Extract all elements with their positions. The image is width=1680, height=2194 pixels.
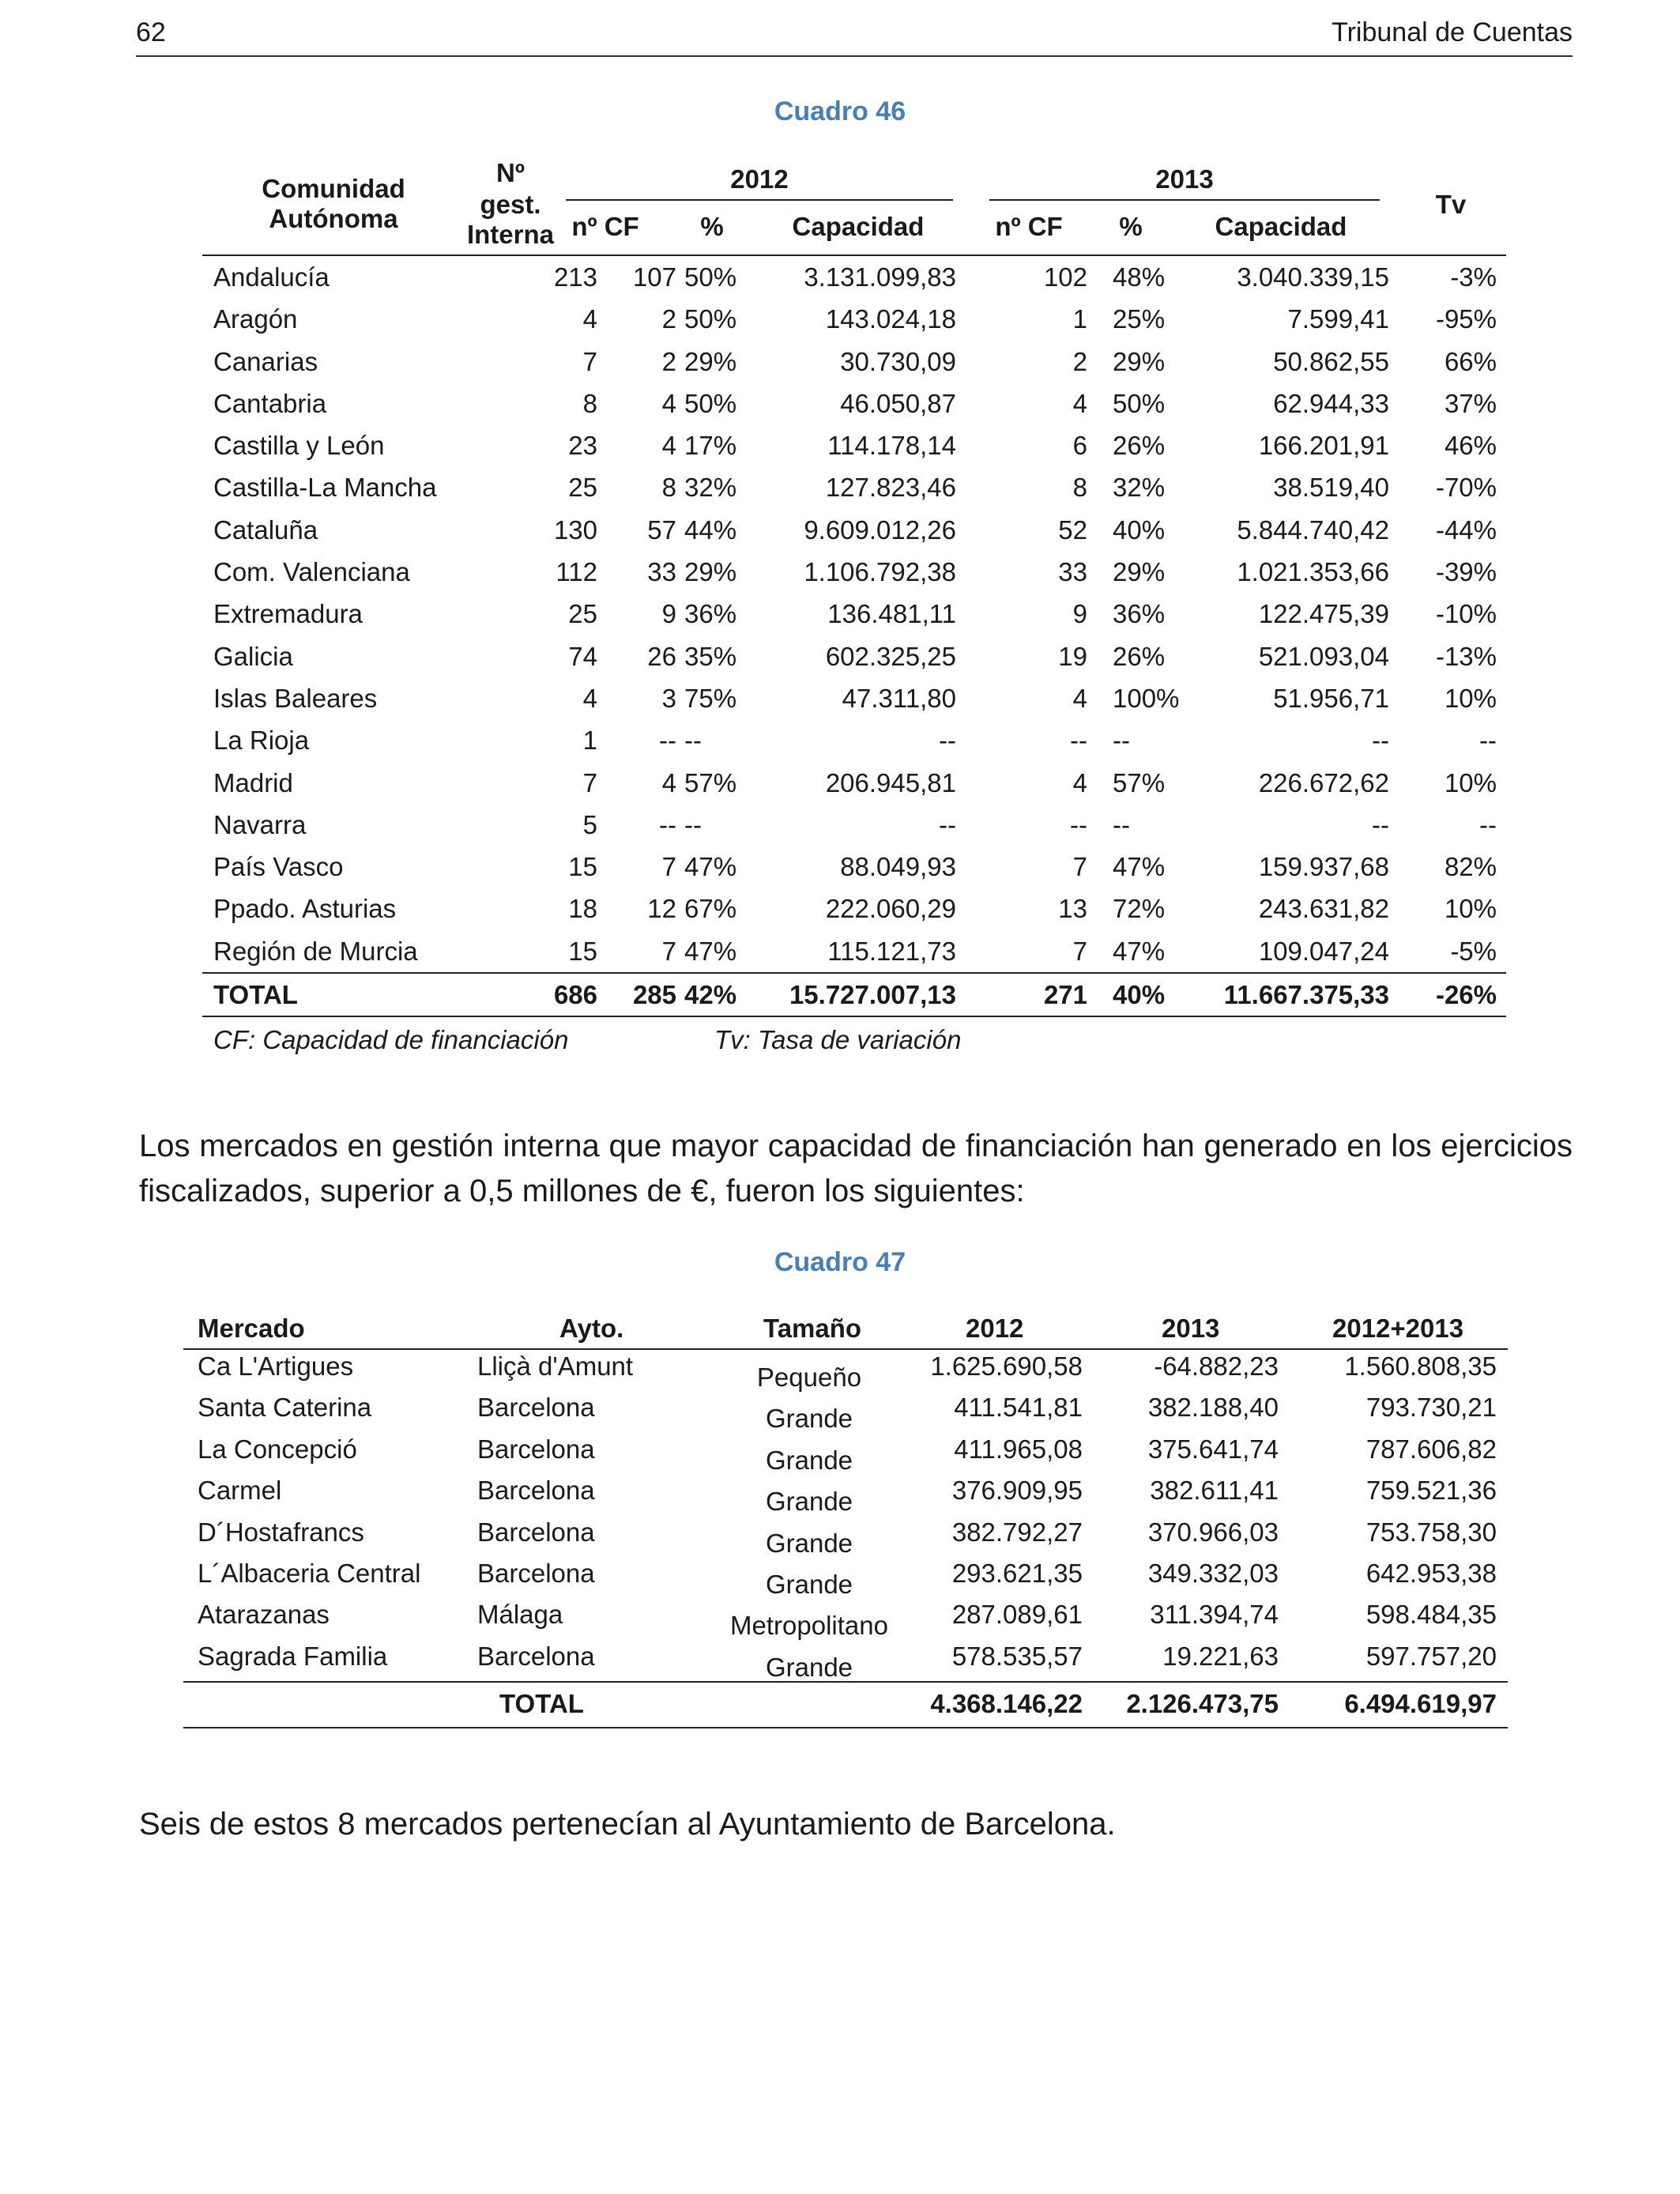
cell-capacidad-2012: 9.609.012,26 xyxy=(804,515,956,545)
header-ncf-2013: nº CF xyxy=(995,212,1063,241)
cell-ncf-2012: 57 xyxy=(647,515,676,545)
table46-caption: Cuadro 46 xyxy=(774,96,906,126)
header-capacidad-2013: Capacidad xyxy=(1215,212,1347,241)
cell-mercado: La Concepció xyxy=(198,1434,357,1464)
table-row xyxy=(202,677,1506,719)
cell-ncf-2012: 4 xyxy=(661,767,676,797)
cell-pct-2013: 72% xyxy=(1113,894,1166,924)
cell-pct-2012: 47% xyxy=(684,936,737,966)
cell-pct-2013: -- xyxy=(1113,726,1130,756)
cell-2012-2013: 759.521,36 xyxy=(1365,1476,1497,1506)
cell-capacidad-2012: 46.050,87 xyxy=(840,388,956,418)
cell-ncf-2012: 7 xyxy=(661,852,676,882)
cell-capacidad-2013: 109.047,24 xyxy=(1258,936,1389,966)
cell-capacidad-2012: 143.024,18 xyxy=(825,304,956,334)
cell-capacidad-2013: 226.672,62 xyxy=(1258,767,1389,797)
cell-mercado: Ca L'Artigues xyxy=(198,1351,354,1381)
header-ngest-2: gest. xyxy=(480,190,541,219)
cell-pct-2013: 32% xyxy=(1113,473,1166,503)
cell-capacidad-2013: 122.475,39 xyxy=(1258,599,1389,629)
cell-pct-2013: 29% xyxy=(1113,557,1166,587)
table-row xyxy=(183,1598,1508,1639)
cell-ncf-2013: 102 xyxy=(1043,262,1087,292)
cell-pct-2012: 67% xyxy=(684,894,737,924)
cell-ncf-2013: 4 xyxy=(1072,683,1087,713)
cell-capacidad-2013: 62.944,33 xyxy=(1273,388,1389,418)
cell-capacidad-2013: 159.937,68 xyxy=(1258,852,1389,882)
cell-ncf-2012: -- xyxy=(659,726,676,756)
cell-ayto: Barcelona xyxy=(477,1434,595,1464)
cell-mercado: Sagrada Familia xyxy=(198,1641,388,1671)
cell-ncf-2013: 4 xyxy=(1072,388,1087,418)
cell-tv: -- xyxy=(1479,809,1497,839)
cell-tv: 10% xyxy=(1444,767,1497,797)
cell-2013: 370.966,03 xyxy=(1147,1517,1279,1547)
cell-pct-2012: 35% xyxy=(684,641,737,671)
cell-ncf-2013: -- xyxy=(1070,726,1087,756)
cell-2012: 382.792,27 xyxy=(951,1517,1083,1547)
table-row xyxy=(202,804,1506,846)
page-number: 62 xyxy=(136,17,166,47)
cell-tamano: Metropolitano xyxy=(730,1611,888,1641)
table-row xyxy=(202,424,1506,466)
cell-tamano: Grande xyxy=(765,1445,853,1475)
table-row xyxy=(202,635,1506,677)
header-2012-2013: 2012+2013 xyxy=(1332,1314,1464,1343)
cell-tamano: Grande xyxy=(765,1404,853,1434)
cell-2013: 311.394,74 xyxy=(1150,1600,1279,1630)
cell-ncf-2013: 7 xyxy=(1072,852,1087,882)
cell-gest-interna: 25 xyxy=(568,599,597,629)
cell-2012-2013: 1.560.808,35 xyxy=(1344,1351,1497,1381)
cell-gest-interna: 25 xyxy=(568,473,597,503)
table-row xyxy=(202,341,1506,383)
total-label: TOTAL xyxy=(499,1689,584,1719)
table47-caption: Cuadro 47 xyxy=(774,1247,906,1277)
table46-body xyxy=(202,256,1506,972)
note-cf: CF: Capacidad de financiación xyxy=(213,1025,569,1055)
cell-pct-2012: 50% xyxy=(684,262,737,292)
cell-pct-2013: 47% xyxy=(1113,936,1166,966)
cell-comunidad: Madrid xyxy=(213,767,293,797)
header-ngest-3: Interna xyxy=(466,220,555,249)
table46-notes xyxy=(202,1017,1506,1061)
cell-tv: -44% xyxy=(1435,515,1497,545)
cell-capacidad-2013: 11.667.375,33 xyxy=(1223,980,1389,1010)
cell-capacidad-2012: 136.481,11 xyxy=(827,599,956,629)
cell-2012-2013: 598.484,35 xyxy=(1365,1600,1497,1630)
cell-2012: 1.625.690,58 xyxy=(930,1351,1083,1381)
table-row xyxy=(202,298,1506,340)
table47-header xyxy=(183,1309,1508,1350)
cell-ncf-2013: 13 xyxy=(1058,894,1087,924)
cell-capacidad-2013: -- xyxy=(1372,726,1389,756)
total-2012: 4.368.146,22 xyxy=(930,1689,1083,1719)
page-header xyxy=(136,14,1573,57)
cell-2012-2013: 787.606,82 xyxy=(1365,1434,1497,1464)
cell-ncf-2013: 19 xyxy=(1058,641,1087,671)
cell-gest-interna: 15 xyxy=(568,852,597,882)
cell-ncf-2012: 26 xyxy=(647,641,676,671)
cell-capacidad-2012: 3.131.099,83 xyxy=(804,262,956,292)
cell-ncf-2012: 2 xyxy=(661,304,676,334)
cell-pct-2013: 40% xyxy=(1113,980,1166,1010)
cell-ncf-2013: 1 xyxy=(1072,304,1087,334)
cell-tamano: Grande xyxy=(765,1652,853,1682)
cell-tv: 10% xyxy=(1444,894,1497,924)
cell-comunidad: Islas Baleares xyxy=(213,683,378,713)
cell-capacidad-2013: 5.844.740,42 xyxy=(1237,515,1389,545)
cell-2013: 375.641,74 xyxy=(1147,1434,1279,1464)
cell-comunidad: País Vasco xyxy=(213,852,344,882)
cell-2012-2013: 642.953,38 xyxy=(1365,1558,1497,1588)
cell-gest-interna: 686 xyxy=(553,980,597,1010)
cell-pct-2013: 40% xyxy=(1113,515,1166,545)
cell-comunidad: Galicia xyxy=(213,641,293,671)
cell-comunidad: Ppado. Asturias xyxy=(213,894,397,924)
cell-2012-2013: 753.758,30 xyxy=(1365,1517,1497,1547)
cell-capacidad-2012: 30.730,09 xyxy=(840,346,956,376)
cell-capacidad-2012: 114.178,14 xyxy=(827,431,956,461)
cell-capacidad-2012: 15.727.007,13 xyxy=(789,980,956,1010)
cell-pct-2012: 29% xyxy=(684,557,737,587)
cell-2013: 349.332,03 xyxy=(1147,1558,1279,1588)
cell-capacidad-2013: 50.862,55 xyxy=(1273,346,1389,376)
cell-capacidad-2013: 7.599,41 xyxy=(1287,304,1389,334)
cell-gest-interna: 1 xyxy=(582,726,597,756)
cell-2013: -64.882,23 xyxy=(1154,1351,1279,1381)
header-2012: 2012 xyxy=(966,1314,1024,1343)
table-47 xyxy=(183,1309,1508,1728)
cell-2012: 376.909,95 xyxy=(951,1476,1083,1506)
cell-comunidad: Andalucía xyxy=(213,262,330,292)
cell-ncf-2012: 9 xyxy=(661,599,676,629)
cell-pct-2013: 25% xyxy=(1113,304,1166,334)
table-row xyxy=(202,383,1506,424)
cell-2013: 382.188,40 xyxy=(1147,1393,1279,1423)
cell-gest-interna: 4 xyxy=(582,683,597,713)
cell-comunidad: Canarias xyxy=(213,346,318,376)
cell-ncf-2013: 2 xyxy=(1072,346,1087,376)
table-row xyxy=(183,1557,1508,1598)
cell-comunidad: Navarra xyxy=(213,809,307,839)
cell-capacidad-2012: -- xyxy=(939,726,956,756)
cell-pct-2013: 26% xyxy=(1113,641,1166,671)
cell-gest-interna: 18 xyxy=(568,894,597,924)
cell-gest-interna: 15 xyxy=(568,936,597,966)
cell-tv: 37% xyxy=(1444,388,1497,418)
paragraph-conclusion: Seis de estos 8 mercados pertenecían al Ayuntamiento de Barcelona. xyxy=(139,1807,1116,1842)
total-2012-2013: 6.494.619,97 xyxy=(1344,1689,1497,1719)
cell-capacidad-2012: 88.049,93 xyxy=(840,852,956,882)
cell-pct-2012: 50% xyxy=(684,388,737,418)
cell-ayto: Lliçà d'Amunt xyxy=(477,1351,634,1381)
cell-ncf-2012: 4 xyxy=(661,431,676,461)
cell-pct-2013: 50% xyxy=(1113,388,1166,418)
cell-pct-2012: 29% xyxy=(684,346,737,376)
cell-capacidad-2013: 521.093,04 xyxy=(1258,641,1389,671)
table47-body xyxy=(183,1350,1508,1681)
cell-tv: -70% xyxy=(1435,473,1497,503)
table-row xyxy=(202,256,1506,298)
cell-ncf-2012: 7 xyxy=(661,936,676,966)
header-ayto: Ayto. xyxy=(559,1314,624,1343)
cell-gest-interna: 213 xyxy=(553,262,597,292)
cell-tv: -5% xyxy=(1450,936,1497,966)
table-row xyxy=(202,466,1506,508)
header-comunidad-2: Autónoma xyxy=(269,204,398,233)
cell-ncf-2012: 8 xyxy=(661,473,676,503)
cell-ayto: Barcelona xyxy=(477,1476,595,1506)
cell-pct-2012: 36% xyxy=(684,599,737,629)
header-year-2012: 2012 xyxy=(730,164,789,194)
cell-ncf-2013: 33 xyxy=(1058,557,1087,587)
table-row xyxy=(202,762,1506,804)
cell-tamano: Pequeño xyxy=(756,1363,862,1392)
table-row xyxy=(183,1433,1508,1474)
header-mercado: Mercado xyxy=(198,1314,305,1343)
cell-pct-2012: 44% xyxy=(684,515,737,545)
cell-pct-2013: 100% xyxy=(1113,683,1180,713)
cell-2013: 19.221,63 xyxy=(1162,1641,1279,1671)
cell-2013: 382.611,41 xyxy=(1150,1476,1279,1506)
cell-pct-2012: 50% xyxy=(684,304,737,334)
cell-ncf-2012: -- xyxy=(659,809,676,839)
cell-mercado: Atarazanas xyxy=(198,1600,330,1630)
cell-pct-2012: 42% xyxy=(684,980,737,1010)
cell-pct-2012: 32% xyxy=(684,473,737,503)
cell-ncf-2012: 2 xyxy=(661,346,676,376)
cell-mercado: Santa Caterina xyxy=(198,1393,372,1423)
table-row xyxy=(202,593,1506,635)
cell-comunidad: TOTAL xyxy=(213,980,298,1010)
cell-mercado: L´Albaceria Central xyxy=(198,1558,421,1588)
cell-comunidad: Com. Valenciana xyxy=(213,557,410,587)
cell-capacidad-2012: 222.060,29 xyxy=(825,894,956,924)
paragraph-intro: Los mercados en gestión interna que mayor capacidad de financiación han generado en los ejercicios fiscalizados, superior a 0,5 millones de €, fueron los siguientes: xyxy=(139,1129,1573,1208)
cell-tv: -3% xyxy=(1450,262,1497,292)
table46-header xyxy=(202,150,1506,256)
table-row xyxy=(183,1474,1508,1515)
table-row xyxy=(183,1516,1508,1557)
header-comunidad: Comunidad xyxy=(262,174,405,203)
cell-pct-2012: -- xyxy=(684,726,702,756)
cell-tamano: Grande xyxy=(765,1528,853,1558)
cell-pct-2013: 36% xyxy=(1113,599,1166,629)
cell-gest-interna: 112 xyxy=(556,557,597,587)
cell-capacidad-2012: 47.311,80 xyxy=(842,683,956,713)
cell-pct-2013: 26% xyxy=(1113,431,1166,461)
header-pct-2012: % xyxy=(700,212,724,241)
cell-ncf-2012: 33 xyxy=(647,557,676,587)
cell-comunidad: Aragón xyxy=(213,304,298,334)
table46-total-row xyxy=(202,972,1506,1017)
cell-tv: -26% xyxy=(1435,980,1497,1010)
cell-ayto: Barcelona xyxy=(477,1517,595,1547)
cell-gest-interna: 5 xyxy=(582,809,597,839)
cell-ncf-2012: 12 xyxy=(647,894,676,924)
cell-tv: -13% xyxy=(1435,641,1497,671)
cell-gest-interna: 74 xyxy=(568,641,597,671)
cell-gest-interna: 8 xyxy=(582,388,597,418)
header-rule-2013 xyxy=(989,199,1380,201)
header-ncf-2012: nº CF xyxy=(571,212,639,241)
cell-capacidad-2013: 3.040.339,15 xyxy=(1237,262,1389,292)
table-row xyxy=(183,1350,1508,1391)
table47-total-row xyxy=(183,1681,1508,1728)
cell-tv: 82% xyxy=(1444,852,1497,882)
header-organization: Tribunal de Cuentas xyxy=(1332,17,1573,47)
cell-ncf-2012: 107 xyxy=(632,262,676,292)
cell-tv: 66% xyxy=(1444,346,1497,376)
table-row xyxy=(202,719,1506,761)
cell-comunidad: Extremadura xyxy=(213,599,363,629)
cell-ncf-2013: 7 xyxy=(1072,936,1087,966)
cell-comunidad: Región de Murcia xyxy=(213,936,418,966)
cell-capacidad-2013: 51.956,71 xyxy=(1273,683,1389,713)
cell-comunidad: Castilla-La Mancha xyxy=(213,473,437,503)
cell-pct-2012: 47% xyxy=(684,852,737,882)
cell-tamano: Grande xyxy=(765,1569,853,1599)
table-row xyxy=(202,888,1506,929)
header-rule-2012 xyxy=(566,199,953,201)
cell-ncf-2013: 9 xyxy=(1072,599,1087,629)
header-ngest: Nº xyxy=(496,158,525,187)
cell-2012: 411.541,81 xyxy=(954,1393,1083,1423)
cell-ncf-2013: 8 xyxy=(1072,473,1087,503)
cell-tv: 46% xyxy=(1444,431,1497,461)
cell-ayto: Málaga xyxy=(477,1600,563,1630)
cell-capacidad-2013: 243.631,82 xyxy=(1258,894,1389,924)
cell-capacidad-2012: 1.106.792,38 xyxy=(804,557,956,587)
cell-gest-interna: 7 xyxy=(582,767,597,797)
header-2013: 2013 xyxy=(1162,1314,1220,1343)
header-tamano: Tamaño xyxy=(763,1314,862,1343)
cell-pct-2013: 57% xyxy=(1113,767,1166,797)
cell-comunidad: Castilla y León xyxy=(213,431,385,461)
cell-pct-2013: -- xyxy=(1113,809,1130,839)
table-46 xyxy=(202,150,1506,1061)
cell-tv: 10% xyxy=(1444,683,1497,713)
table-row xyxy=(183,1391,1508,1432)
header-year-2013: 2013 xyxy=(1155,164,1214,194)
header-capacidad-2012: Capacidad xyxy=(792,212,925,241)
cell-tv: -95% xyxy=(1435,304,1497,334)
cell-ncf-2012: 3 xyxy=(661,683,676,713)
cell-comunidad: Cantabria xyxy=(213,388,327,418)
cell-capacidad-2012: 602.325,25 xyxy=(825,641,956,671)
cell-tamano: Grande xyxy=(765,1487,853,1517)
cell-capacidad-2012: 115.121,73 xyxy=(827,936,956,966)
cell-pct-2013: 47% xyxy=(1113,852,1166,882)
cell-ncf-2013: 6 xyxy=(1072,431,1087,461)
cell-capacidad-2013: 1.021.353,66 xyxy=(1237,557,1389,587)
cell-capacidad-2012: 127.823,46 xyxy=(825,473,956,503)
cell-capacidad-2012: -- xyxy=(939,809,956,839)
cell-capacidad-2013: 38.519,40 xyxy=(1273,473,1389,503)
cell-2012: 411.965,08 xyxy=(954,1434,1083,1464)
cell-pct-2012: 17% xyxy=(684,431,737,461)
table-row xyxy=(202,846,1506,888)
cell-2012-2013: 597.757,20 xyxy=(1365,1641,1497,1671)
cell-tv: -39% xyxy=(1435,557,1497,587)
cell-2012: 287.089,61 xyxy=(951,1600,1083,1630)
cell-pct-2013: 48% xyxy=(1113,262,1166,292)
cell-gest-interna: 4 xyxy=(582,304,597,334)
cell-pct-2013: 29% xyxy=(1113,346,1166,376)
cell-mercado: Carmel xyxy=(198,1476,282,1506)
cell-2012: 293.621,35 xyxy=(951,1558,1083,1588)
header-pct-2013: % xyxy=(1119,212,1143,241)
cell-pct-2012: 57% xyxy=(684,767,737,797)
cell-2012: 578.535,57 xyxy=(951,1641,1083,1671)
cell-capacidad-2013: -- xyxy=(1372,809,1389,839)
header-tv: Tv xyxy=(1435,190,1467,219)
cell-ayto: Barcelona xyxy=(477,1558,595,1588)
cell-gest-interna: 130 xyxy=(553,515,597,545)
note-tv: Tv: Tasa de variación xyxy=(714,1025,962,1055)
cell-tv: -10% xyxy=(1435,599,1497,629)
cell-pct-2012: -- xyxy=(684,809,702,839)
cell-ncf-2013: 52 xyxy=(1058,515,1087,545)
cell-capacidad-2013: 166.201,91 xyxy=(1258,431,1389,461)
cell-2012-2013: 793.730,21 xyxy=(1365,1393,1497,1423)
cell-ayto: Barcelona xyxy=(477,1641,595,1671)
cell-ncf-2013: -- xyxy=(1070,809,1087,839)
cell-comunidad: Cataluña xyxy=(213,515,318,545)
cell-comunidad: La Rioja xyxy=(213,726,310,756)
cell-mercado: D´Hostafrancs xyxy=(198,1517,364,1547)
total-2013: 2.126.473,75 xyxy=(1126,1689,1279,1719)
cell-capacidad-2012: 206.945,81 xyxy=(825,767,956,797)
cell-pct-2012: 75% xyxy=(684,683,737,713)
table-row xyxy=(202,930,1506,972)
cell-ayto: Barcelona xyxy=(477,1393,595,1423)
cell-ncf-2012: 4 xyxy=(661,388,676,418)
cell-tv: -- xyxy=(1479,726,1497,756)
table-row xyxy=(202,509,1506,551)
cell-gest-interna: 7 xyxy=(582,346,597,376)
cell-ncf-2012: 285 xyxy=(632,980,676,1010)
table-row xyxy=(202,551,1506,593)
table-row xyxy=(183,1640,1508,1681)
cell-ncf-2013: 271 xyxy=(1043,980,1087,1010)
cell-ncf-2013: 4 xyxy=(1072,767,1087,797)
cell-gest-interna: 23 xyxy=(568,431,597,461)
